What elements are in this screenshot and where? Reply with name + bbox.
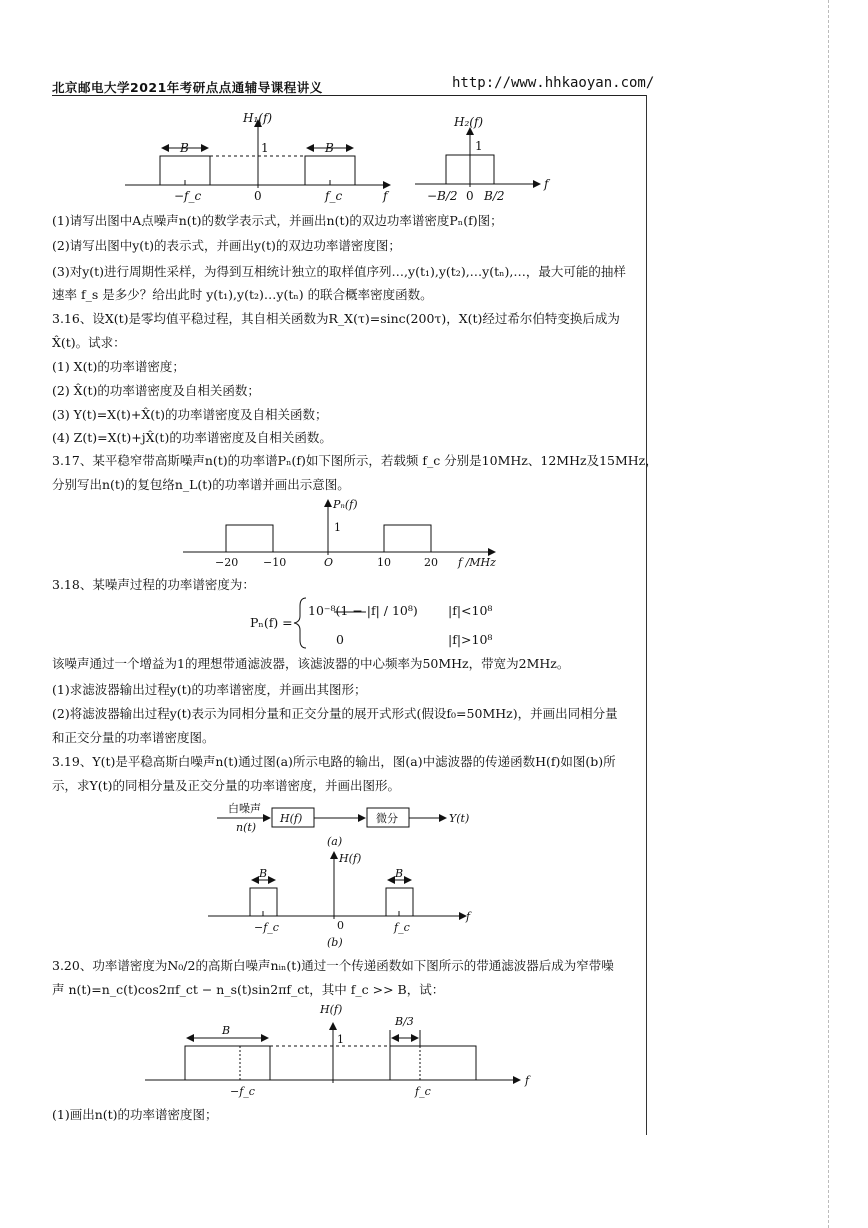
p320-fc: f_c xyxy=(415,1085,431,1098)
q320-stem2: 声 n(t)=n_c(t)cos2πf_ct − n_s(t)sin2πf_ct，其中 f_c >> B，试： xyxy=(52,982,445,997)
q318-case2: 0 xyxy=(336,632,344,647)
p317-p10: 10 xyxy=(377,556,391,569)
h1-zero: 0 xyxy=(254,189,262,203)
p319b-label: (b) xyxy=(327,936,343,949)
p319-yt: Y(t) xyxy=(449,812,470,825)
q319-stem2: 示，求Y(t)的同相分量及正交分量的功率谱密度，并画出图形。 xyxy=(52,778,401,793)
fig-319a xyxy=(217,801,469,848)
p319b-b-right: B xyxy=(395,867,404,880)
p319b-b-left: B xyxy=(259,867,268,880)
h2-neg-b2: −B/2 xyxy=(427,189,458,203)
p317-p20: 20 xyxy=(424,556,438,569)
q318-item2b: 和正交分量的功率谱密度图。 xyxy=(52,730,215,745)
q315-item3a: (3)对y(t)进行周期性采样，为得到互相统计独立的取样值序列…,y(t₁),y(t₂),…y(tₙ),…，最大可能的抽样 xyxy=(52,264,626,279)
p320-hf: H(f) xyxy=(320,1003,343,1016)
h2-f: f xyxy=(544,177,549,191)
q318-cond1: |f|<10⁸ xyxy=(448,603,493,618)
p317-o: O xyxy=(324,556,334,569)
h2-b2: B/2 xyxy=(484,189,505,203)
q319-stem1: 3.19、Y(t)是平稳高斯白噪声n(t)通过图(a)所示电路的输出，图(a)中滤波器的传递函数H(f)如图(b)所 xyxy=(52,754,616,769)
p319-white: 白噪声 xyxy=(228,802,261,815)
q316-item1: (1) X(t)的功率谱密度； xyxy=(52,359,185,374)
p317-pn: Pₙ(f) xyxy=(333,498,358,511)
h1-b-right: B xyxy=(325,141,334,155)
q316-stem2: X̂(t)。试求： xyxy=(52,335,126,350)
p317-unit: f /MHz xyxy=(458,556,496,569)
q318-cond2: |f|>10⁸ xyxy=(448,632,493,647)
p317-m20: −20 xyxy=(215,556,239,569)
h1-label: H₁(f) xyxy=(243,111,273,125)
h1-one: 1 xyxy=(261,141,269,155)
p319-hf: H(f) xyxy=(280,812,303,825)
q318-case1: 10⁻⁸(1 − |f| / 10⁸) xyxy=(308,603,418,618)
p319b-fc: f_c xyxy=(394,921,410,934)
p319-diff: 微分 xyxy=(376,812,398,825)
fig-h2 xyxy=(415,115,551,203)
q320-item1: (1)画出n(t)的功率谱密度图； xyxy=(52,1107,218,1122)
p317-one: 1 xyxy=(334,521,341,534)
h1-neg-fc: −f_c xyxy=(174,189,202,203)
h1-fc: f_c xyxy=(325,189,343,203)
q315-item1: (1)请写出图中A点噪声n(t)的数学表示式，并画出n(t)的双边功率谱密度Pₙ(f)图； xyxy=(52,213,503,228)
h1-f: f xyxy=(383,189,388,203)
p320-one: 1 xyxy=(337,1033,344,1046)
q316-stem1: 3.16、设X(t)是零均值平稳过程，其自相关函数为R_X(τ)=sinc(200τ)，X(t)经过希尔伯特变换后成为 xyxy=(52,311,620,326)
p319b-f: f xyxy=(466,910,471,923)
q318-stem: 3.18、某噪声过程的功率谱密度为： xyxy=(52,577,255,592)
q317-stem1: 3.17、某平稳窄带高斯噪声n(t)的功率谱Pₙ(f)如下图所示，若载频 f_c 分别是10MHz、12MHz及15MHz， xyxy=(52,453,658,468)
q315-item2: (2)请写出图中y(t)的表示式，并画出y(t)的双边功率谱密度图； xyxy=(52,238,401,253)
h2-label: H₂(f) xyxy=(454,115,484,129)
q318-item1: (1)求滤波器输出过程y(t)的功率谱密度，并画出其图形； xyxy=(52,682,367,697)
p320-b3: B/3 xyxy=(395,1015,414,1028)
q315-item3b: 速率 f_s 是多少？给出此时 y(t₁),y(t₂)…y(tₙ) 的联合概率密度函数。 xyxy=(52,287,433,302)
fig-319b xyxy=(208,852,472,949)
p319b-negfc: −f_c xyxy=(254,921,279,934)
q317-stem2: 分别写出n(t)的复包络n_L(t)的功率谱并画出示意图。 xyxy=(52,477,350,492)
fig-320 xyxy=(145,1003,531,1098)
h2-zero: 0 xyxy=(466,189,474,203)
q316-item4: (4) Z(t)=X(t)+jX̂(t)的功率谱密度及自相关函数。 xyxy=(52,430,332,445)
p320-f: f xyxy=(525,1074,530,1087)
fig-h1 xyxy=(125,111,390,203)
header-url: http://www.hhkaoyan.com/ xyxy=(452,75,655,91)
p319-nt: n(t) xyxy=(236,821,257,834)
p317-m10: −10 xyxy=(263,556,287,569)
q316-item3: (3) Y(t)=X(t)+X̂(t)的功率谱密度及自相关函数； xyxy=(52,407,328,422)
q320-stem1: 3.20、功率谱密度为N₀/2的高斯白噪声nᵢₙ(t)通过一个传递函数如下图所示的带通滤波器后成为窄带噪 xyxy=(52,958,614,973)
header-left: 北京邮电大学2021年考研点点通辅导课程讲义 xyxy=(52,80,323,95)
fig-317 xyxy=(183,498,496,569)
q318-lhs: Pₙ(f) = xyxy=(250,615,293,630)
p320-negfc: −f_c xyxy=(230,1085,255,1098)
p319b-hf: H(f) xyxy=(339,852,362,865)
q318-item2a: (2)将滤波器输出过程y(t)表示为同相分量和正交分量的展开式形式(假设f₀=50MHz)，并画出同相分量 xyxy=(52,706,618,721)
p319b-zero: 0 xyxy=(337,919,344,932)
q316-item2: (2) X̂(t)的功率谱密度及自相关函数； xyxy=(52,383,260,398)
q318-filter: 该噪声通过一个增益为1的理想带通滤波器，该滤波器的中心频率为50MHz，带宽为2MHz。 xyxy=(52,656,570,671)
h2-one: 1 xyxy=(475,139,483,153)
p320-b: B xyxy=(222,1024,231,1037)
p319-a: (a) xyxy=(327,835,343,848)
h1-b-left: B xyxy=(180,141,189,155)
